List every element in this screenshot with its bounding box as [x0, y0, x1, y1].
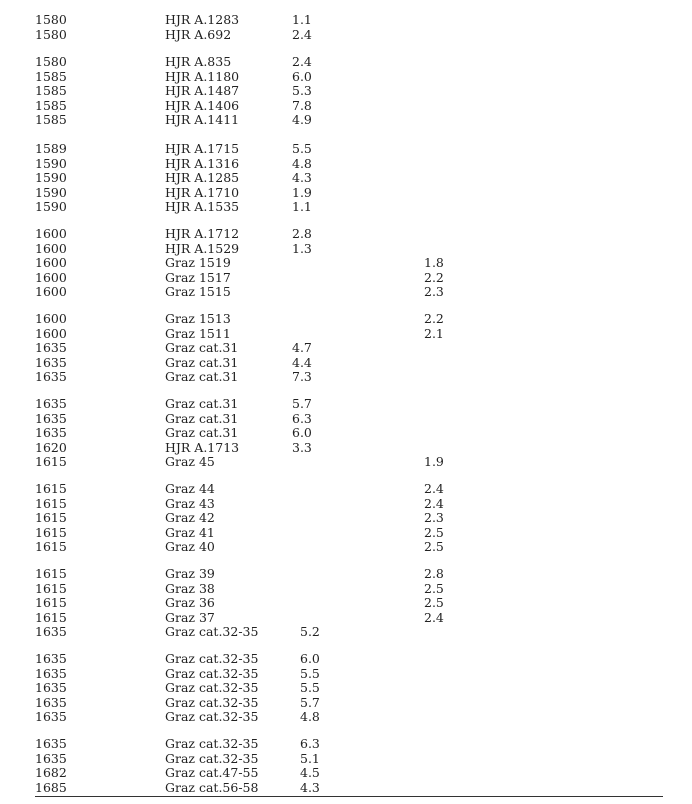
source-cell: Graz cat.31	[165, 425, 239, 441]
table-row	[0, 610, 692, 625]
value-cell: 1.9	[292, 184, 312, 200]
date-cell: 1585	[35, 83, 67, 99]
source-cell: Graz cat.31	[165, 354, 239, 370]
source-cell: HJR A.1487	[165, 83, 240, 99]
table-row	[0, 98, 692, 113]
table-row	[0, 270, 692, 285]
date-cell: 1635	[35, 369, 67, 385]
value-cell: 3.3	[292, 439, 312, 455]
source-cell: HJR A.1710	[165, 184, 240, 200]
table-row	[0, 581, 692, 596]
value-cell: 4.8	[300, 709, 320, 725]
date-cell: 1635	[35, 396, 67, 411]
value-cell: 2.4	[292, 54, 312, 69]
date-cell: 1600	[35, 240, 67, 256]
date-cell: 1615	[35, 524, 67, 540]
table-row	[0, 112, 692, 127]
date-cell: 1615	[35, 566, 67, 581]
date-cell: 1635	[35, 680, 67, 696]
value-cell: 7.3	[292, 369, 312, 385]
source-cell: HJR A.1535	[165, 199, 240, 215]
value-cell: 6.0	[292, 68, 312, 84]
table-row	[0, 666, 692, 681]
source-cell: Graz 39	[165, 566, 215, 581]
date-cell: 1635	[35, 694, 67, 710]
table-row	[0, 156, 692, 171]
date-cell: 1600	[35, 311, 67, 326]
date-cell: 1590	[35, 184, 67, 200]
source-cell: HJR A.1285	[165, 170, 240, 186]
date-cell: 1620	[35, 439, 67, 455]
date-cell: 1590	[35, 155, 67, 171]
source-cell: Graz cat.32-35	[165, 709, 259, 725]
source-cell: Graz 1515	[165, 284, 231, 300]
value-cell: 7.8	[292, 97, 312, 113]
date-cell: 1590	[35, 170, 67, 186]
source-cell: Graz cat.47-55	[165, 765, 259, 781]
table-row	[0, 539, 692, 554]
source-cell: HJR A.1316	[165, 155, 240, 171]
table-row	[0, 12, 692, 27]
table-row	[0, 226, 692, 241]
table-row	[0, 454, 692, 469]
date-cell: 1635	[35, 665, 67, 681]
value-cell: 4.9	[292, 112, 312, 128]
date-cell: 1600	[35, 255, 67, 271]
table-row	[0, 425, 692, 440]
value2-cell: 2.5	[424, 539, 444, 555]
source-cell: Graz 43	[165, 495, 215, 511]
value-cell: 6.3	[300, 736, 320, 751]
source-cell: Graz 41	[165, 524, 215, 540]
value2-cell: 2.5	[424, 524, 444, 540]
source-cell: Graz cat.31	[165, 396, 239, 411]
value-cell: 2.4	[292, 26, 312, 42]
source-cell: HJR A.1529	[165, 240, 240, 256]
source-cell: Graz cat.56-58	[165, 779, 259, 795]
value-cell: 4.8	[292, 155, 312, 171]
table-row	[0, 440, 692, 455]
source-cell: Graz 1517	[165, 269, 231, 285]
source-cell: Graz cat.32-35	[165, 750, 259, 766]
table-row	[0, 326, 692, 341]
value-cell: 5.5	[292, 141, 312, 156]
table-row	[0, 566, 692, 581]
table-row	[0, 751, 692, 766]
table-row	[0, 510, 692, 525]
source-cell: HJR A.692	[165, 26, 232, 42]
source-cell: HJR A.1180	[165, 68, 240, 84]
table-row	[0, 765, 692, 780]
table-row	[0, 624, 692, 639]
table-row	[0, 284, 692, 299]
date-cell: 1600	[35, 284, 67, 300]
date-cell: 1600	[35, 325, 67, 341]
bottom-rule	[35, 796, 663, 797]
table-row	[0, 241, 692, 256]
value-cell: 5.1	[300, 750, 320, 766]
source-cell: Graz cat.31	[165, 410, 239, 426]
table-row	[0, 141, 692, 156]
value-cell: 5.5	[300, 665, 320, 681]
value-cell: 5.7	[300, 694, 320, 710]
value-cell: 4.5	[300, 765, 320, 781]
source-cell: Graz cat.32-35	[165, 665, 259, 681]
date-cell: 1585	[35, 68, 67, 84]
value2-cell: 1.9	[424, 454, 444, 470]
value2-cell: 2.2	[424, 269, 444, 285]
source-cell: HJR A.1283	[165, 12, 240, 27]
table-row	[0, 411, 692, 426]
source-cell: Graz 37	[165, 609, 215, 625]
value-cell: 4.3	[300, 779, 320, 795]
value-cell: 5.7	[292, 396, 312, 411]
source-cell: HJR A.1411	[165, 112, 240, 128]
date-cell: 1685	[35, 779, 67, 795]
source-cell: HJR A.1715	[165, 141, 240, 156]
source-cell: Graz cat.32-35	[165, 651, 259, 666]
source-cell: Graz 1513	[165, 311, 231, 326]
date-cell: 1615	[35, 481, 67, 496]
value2-cell: 2.4	[424, 481, 444, 496]
table-row	[0, 396, 692, 411]
table-row	[0, 311, 692, 326]
table-row	[0, 595, 692, 610]
value2-cell: 1.8	[424, 255, 444, 271]
source-cell: Graz cat.31	[165, 369, 239, 385]
source-cell: Graz cat.32-35	[165, 736, 259, 751]
source-cell: HJR A.1406	[165, 97, 240, 113]
table-row	[0, 170, 692, 185]
date-cell: 1615	[35, 580, 67, 596]
date-cell: 1682	[35, 765, 67, 781]
table-row	[0, 185, 692, 200]
table-row	[0, 83, 692, 98]
value-cell: 1.3	[292, 240, 312, 256]
source-cell: HJR A.1713	[165, 439, 240, 455]
value2-cell: 2.8	[424, 566, 444, 581]
table-row	[0, 680, 692, 695]
source-cell: Graz 36	[165, 595, 215, 611]
value2-cell: 2.3	[424, 284, 444, 300]
table-row	[0, 736, 692, 751]
date-cell: 1635	[35, 624, 67, 640]
value-cell: 1.1	[292, 12, 312, 27]
source-cell: Graz 1511	[165, 325, 231, 341]
date-cell: 1635	[35, 340, 67, 356]
date-cell: 1615	[35, 609, 67, 625]
table-row	[0, 369, 692, 384]
value-cell: 5.2	[300, 624, 320, 640]
source-cell: Graz 1519	[165, 255, 231, 271]
table-row	[0, 496, 692, 511]
table-row	[0, 481, 692, 496]
date-cell: 1580	[35, 12, 67, 27]
value-cell: 4.3	[292, 170, 312, 186]
source-cell: Graz 45	[165, 454, 215, 470]
source-cell: Graz cat.32-35	[165, 680, 259, 696]
date-cell: 1590	[35, 199, 67, 215]
table-row	[0, 27, 692, 42]
source-cell: Graz cat.31	[165, 340, 239, 356]
value-cell: 1.1	[292, 199, 312, 215]
source-cell: Graz cat.32-35	[165, 694, 259, 710]
table-row	[0, 651, 692, 666]
date-cell: 1635	[35, 410, 67, 426]
date-cell: 1635	[35, 425, 67, 441]
date-cell: 1580	[35, 26, 67, 42]
source-cell: Graz 42	[165, 510, 215, 526]
table-row	[0, 695, 692, 710]
value-cell: 5.3	[292, 83, 312, 99]
value-cell: 6.0	[300, 651, 320, 666]
source-cell: Graz cat.32-35	[165, 624, 259, 640]
source-cell: Graz 44	[165, 481, 215, 496]
value-cell: 5.5	[300, 680, 320, 696]
date-cell: 1615	[35, 510, 67, 526]
table-row	[0, 780, 692, 795]
date-cell: 1615	[35, 539, 67, 555]
table-row	[0, 54, 692, 69]
date-cell: 1615	[35, 595, 67, 611]
value2-cell: 2.3	[424, 510, 444, 526]
value2-cell: 2.4	[424, 609, 444, 625]
date-cell: 1580	[35, 54, 67, 69]
date-cell: 1635	[35, 736, 67, 751]
date-cell: 1615	[35, 495, 67, 511]
value2-cell: 2.2	[424, 311, 444, 326]
value-cell: 4.7	[292, 340, 312, 356]
source-cell: HJR A.835	[165, 54, 232, 69]
value2-cell: 2.5	[424, 595, 444, 611]
value-cell: 6.0	[292, 425, 312, 441]
date-cell: 1585	[35, 97, 67, 113]
source-cell: Graz 40	[165, 539, 215, 555]
source-cell: HJR A.1712	[165, 226, 240, 241]
date-cell: 1585	[35, 112, 67, 128]
date-cell: 1589	[35, 141, 67, 156]
value2-cell: 2.4	[424, 495, 444, 511]
table-row	[0, 199, 692, 214]
table-row	[0, 355, 692, 370]
date-cell: 1635	[35, 750, 67, 766]
value2-cell: 2.1	[424, 325, 444, 341]
table-row	[0, 255, 692, 270]
source-cell: Graz 38	[165, 580, 215, 596]
date-cell: 1600	[35, 226, 67, 241]
table-row	[0, 340, 692, 355]
date-cell: 1635	[35, 709, 67, 725]
table-row	[0, 69, 692, 84]
table-row	[0, 525, 692, 540]
date-cell: 1635	[35, 651, 67, 666]
value-cell: 6.3	[292, 410, 312, 426]
value-cell: 4.4	[292, 354, 312, 370]
date-cell: 1635	[35, 354, 67, 370]
value2-cell: 2.5	[424, 580, 444, 596]
date-cell: 1615	[35, 454, 67, 470]
table-row	[0, 709, 692, 724]
date-cell: 1600	[35, 269, 67, 285]
value-cell: 2.8	[292, 226, 312, 241]
